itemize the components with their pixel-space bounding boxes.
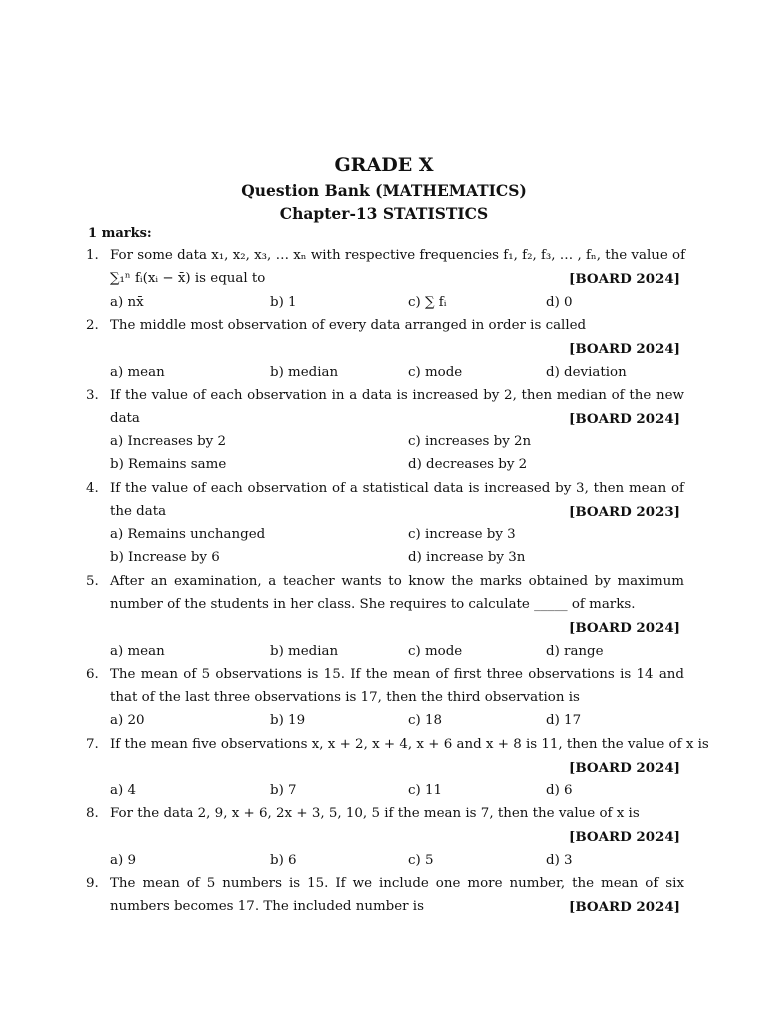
question-number: 4. [86,481,99,496]
option-c: c) ∑ fᵢ [408,295,447,310]
question-8-options [0,850,768,872]
option-d: d) increase by 3n [408,550,526,565]
question-4-options-row-1 [0,524,768,546]
option-c: c) mode [408,365,463,380]
question-3-options-row-1 [0,431,768,453]
option-b: b) 6 [270,853,297,868]
question-text: The mean of 5 numbers is 15. If we include one more number, the mean of six [110,876,684,891]
question-1 [0,245,768,267]
question-2-options [0,362,768,384]
question-5-line-2 [0,594,768,616]
option-d: d) decreases by 2 [408,457,528,472]
question-4-line-2 [0,501,768,523]
question-7-board-line [0,757,768,779]
question-text: The middle most observation of every data arranged in order is called [110,318,587,333]
question-number: 3. [86,388,99,403]
option-a: a) mean [110,644,165,659]
board-tag: [BOARD 2024] [569,341,680,357]
question-number: 5. [86,574,99,589]
option-c: c) 5 [408,853,434,868]
question-number: 1. [86,248,99,263]
question-1-options [0,292,768,314]
option-c: c) increase by 3 [408,527,516,542]
question-9 [0,873,768,895]
question-number: 6. [86,667,99,682]
question-text: The mean of 5 observations is 15. If the mean of first three observations is 14 and [110,667,684,682]
option-b: b) Remains same [110,457,227,472]
option-d: d) 3 [546,853,573,868]
question-text: numbers becomes 17. The included number is [110,899,424,914]
question-number: 9. [86,876,99,891]
option-c: c) 18 [408,713,443,728]
question-text: ∑₁ⁿ fᵢ(xᵢ − x̄) is equal to [110,271,266,286]
board-tag: [BOARD 2024] [569,829,680,845]
option-d: d) range [546,644,604,659]
question-text: After an examination, a teacher wants to know the marks obtained by maximum [110,574,684,589]
question-text: If the value of each observation of a statistical data is increased by 3, then mean of [110,481,684,496]
option-a: a) nx̄ [110,295,144,310]
question-text: If the mean five observations x, x + 2, x + 4, x + 6 and x + 8 is 11, then the value of x is [110,737,709,752]
option-b: b) median [270,365,339,380]
question-number: 8. [86,806,99,821]
option-b: b) 19 [270,713,306,728]
question-number: 7. [86,737,99,752]
question-text: data [110,411,140,426]
option-b: b) median [270,644,339,659]
question-9-line-2 [0,896,768,918]
question-6 [0,664,768,686]
option-a: a) mean [110,365,165,380]
option-b: b) 1 [270,295,297,310]
question-number: 2. [86,318,99,333]
board-tag: [BOARD 2024] [569,620,680,636]
question-8 [0,803,768,825]
section-label: 1 marks: [88,226,152,241]
option-b: b) Increase by 6 [110,550,220,565]
question-1-line-2 [0,268,768,290]
question-3-line-2 [0,408,768,430]
option-a: a) Remains unchanged [110,527,266,542]
question-text: If the value of each observation in a data is increased by 2, then median of the new [110,388,684,403]
question-5-options [0,641,768,663]
option-c: c) 11 [408,783,443,798]
question-text: For the data 2, 9, x + 6, 2x + 3, 5, 10, 5 if the mean is 7, then the value of x is [110,806,640,821]
option-a: a) 9 [110,853,136,868]
option-b: b) 7 [270,783,297,798]
question-text: For some data x₁, x₂, x₃, … xₙ with respective frequencies f₁, f₂, f₃, … , fₙ, the value of [110,248,686,263]
option-a: a) Increases by 2 [110,434,227,449]
board-tag: [BOARD 2024] [569,760,680,776]
option-d: d) 0 [546,295,573,310]
board-tag: [BOARD 2024] [569,411,680,427]
question-5 [0,571,768,593]
question-4-options-row-2 [0,547,768,569]
question-4 [0,478,768,500]
option-c: c) mode [408,644,463,659]
option-c: c) increases by 2n [408,434,532,449]
question-6-line-2 [0,687,768,709]
question-text: the data [110,504,167,519]
question-5-board-line [0,617,768,639]
option-d: d) 17 [546,713,582,728]
question-text: number of the students in her class. She requires to calculate _____ of marks. [110,597,636,612]
subject-title: Question Bank (MATHEMATICS) [241,181,527,200]
question-7-options [0,780,768,802]
question-8-board-line [0,826,768,848]
board-tag: [BOARD 2024] [569,899,680,915]
board-tag: [BOARD 2023] [569,504,680,520]
option-a: a) 20 [110,713,145,728]
question-6-options [0,710,768,732]
option-d: d) 6 [546,783,573,798]
board-tag: [BOARD 2024] [569,271,680,287]
question-text: that of the last three observations is 17, then the third observation is [110,690,580,705]
question-2 [0,315,768,337]
question-2-board-line [0,338,768,360]
question-7 [0,734,768,756]
question-3-options-row-2 [0,454,768,476]
option-a: a) 4 [110,783,136,798]
grade-title: GRADE X [334,154,434,176]
chapter-title: Chapter-13 STATISTICS [279,204,489,223]
question-3 [0,385,768,407]
option-d: d) deviation [546,365,627,380]
